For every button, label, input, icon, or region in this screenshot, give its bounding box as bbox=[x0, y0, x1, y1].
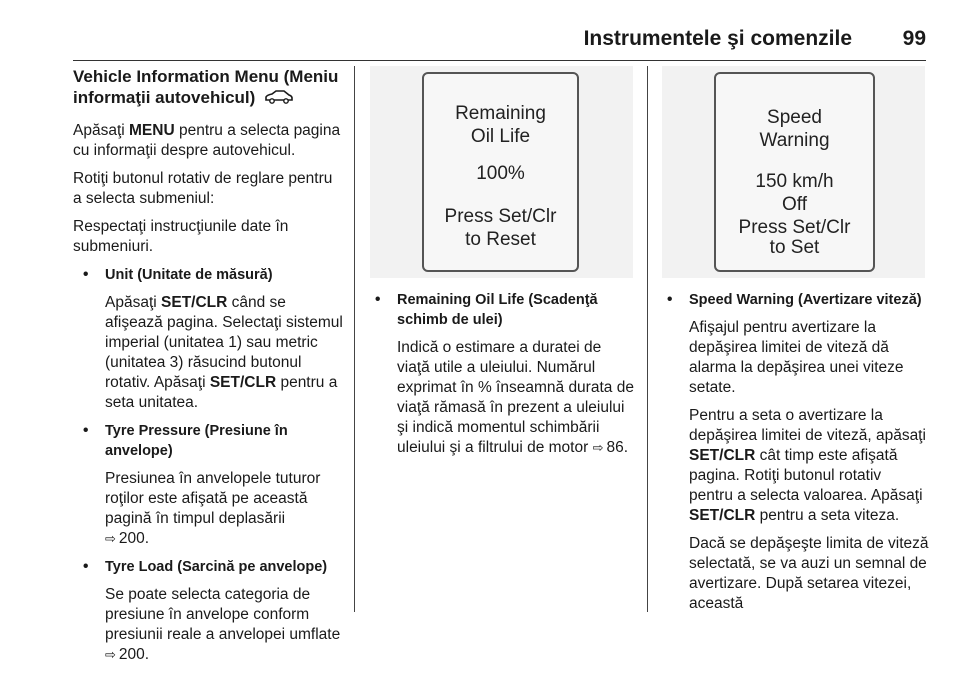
speed-warning-display bbox=[714, 72, 875, 272]
display-line: Warning bbox=[759, 130, 830, 151]
bullet-title: Tyre Load (Sarcină pe anvelope) bbox=[105, 559, 328, 576]
bullet-dot: • bbox=[83, 422, 89, 440]
list-item-speed-warning bbox=[657, 290, 929, 614]
display-line: Speed bbox=[767, 107, 822, 128]
column-oil-life bbox=[365, 290, 635, 466]
bullet-text: Afişajul pentru avertizare la depăşirea limitei de viteză dă alarma la depăşirea unei viteze setate. bbox=[689, 319, 904, 396]
bullet-text: Presiunea în anvelopele tuturor roţilor este afişată pe această pagină în timpul deplasării ⇨ 200. bbox=[105, 470, 321, 548]
bullet-text: Se poate selecta categoria de presiune în anvelope conform presiunii reale a anvelopei umflate ⇨ 200. bbox=[105, 586, 341, 664]
page-ref-icon: ⇨ bbox=[592, 440, 604, 455]
paragraph-instructions: Respectaţi instrucţiunile date în submeniuri. bbox=[73, 218, 289, 256]
bullet-text: Dacă se depăşeşte limita de viteză selectată, se va auzi un semnal de avertizare. După setarea vitezei, această bbox=[689, 535, 929, 612]
header-rule bbox=[73, 60, 926, 61]
bullet-text: Indică o estimare a duratei de viaţă utile a uleiului. Numărul exprimat în % înseamnă durata de viaţă rămasă în prezent a uleiului şi indică momentul schimbării uleiului şi a filtrului de motor ⇨ 86. bbox=[397, 339, 634, 456]
page-ref-link[interactable]: 86. bbox=[606, 439, 629, 456]
list-item-oil-life bbox=[365, 290, 635, 458]
list-item-tyre-pressure bbox=[73, 421, 345, 549]
bullet-title: Tyre Pressure (Presiune în anvelope) bbox=[105, 423, 288, 460]
display-line: Press Set/Clr bbox=[738, 217, 851, 238]
page-ref-link[interactable]: 200. bbox=[118, 646, 150, 664]
column-divider-2 bbox=[647, 66, 648, 612]
column-speed-warning bbox=[657, 290, 929, 622]
section-title bbox=[73, 66, 345, 109]
bullet-text: Apăsaţi SET/CLR când se afişează pagina. Selectaţi sistemul imperial (unitatea 1) sau metric (unitatea 3) răsucind butonul rotativ. Apăsaţi SET/CLR pentru a seta unitatea. bbox=[105, 294, 343, 412]
oil-life-display-figure bbox=[370, 66, 633, 278]
page-ref-icon: ⇨ bbox=[105, 647, 116, 663]
car-icon bbox=[264, 88, 294, 109]
display-line: Off bbox=[782, 194, 807, 215]
column-divider-1 bbox=[354, 66, 355, 612]
list-item-unit bbox=[73, 265, 345, 413]
section-heading: Instrumentele şi comenzile bbox=[583, 27, 852, 50]
page-ref-icon: ⇨ bbox=[105, 531, 116, 547]
display-line: Oil Life bbox=[470, 126, 531, 147]
column-vehicle-info bbox=[73, 66, 345, 673]
page-number: 99 bbox=[902, 27, 926, 50]
display-line: Press Set/Clr bbox=[444, 206, 557, 227]
display-value: 150 km/h bbox=[755, 171, 834, 192]
list-item-tyre-load bbox=[73, 557, 345, 665]
paragraph-rotate: Rotiţi butonul rotativ de reglare pentru a selecta submeniul: bbox=[73, 170, 333, 208]
bullet-dot: • bbox=[83, 558, 89, 576]
oil-life-display bbox=[422, 72, 579, 272]
bullet-dot: • bbox=[83, 266, 89, 284]
page-header bbox=[0, 0, 960, 64]
bullet-title: Speed Warning (Avertizare viteză) bbox=[689, 292, 922, 308]
display-line: to Set bbox=[769, 237, 820, 258]
bullet-dot: • bbox=[375, 291, 381, 308]
display-value: 100% bbox=[476, 163, 525, 184]
bullet-text: Pentru a seta o avertizare la depăşirea limitei de viteză, apăsaţi SET/CLR cât timp este afişată pagina. Rotiţi butonul rotativ pentru a selecta valoarea. Apăsaţi SET/CLR pentru a seta viteza. bbox=[689, 407, 926, 524]
display-line: to Reset bbox=[465, 229, 536, 250]
speed-warning-display-figure bbox=[662, 66, 925, 278]
paragraph-menu: Apăsaţi MENU pentru a selecta pagina cu informaţii despre autovehicul. bbox=[73, 122, 341, 160]
display-line: Remaining bbox=[455, 103, 546, 124]
bullet-title: Remaining Oil Life (Scadenţă schimb de ulei) bbox=[397, 292, 598, 328]
bullet-title: Unit (Unitate de măsură) bbox=[105, 267, 273, 284]
bullet-dot: • bbox=[667, 291, 673, 308]
page-ref-link[interactable]: 200. bbox=[118, 530, 150, 548]
section-title-text: Vehicle Information Menu (Meniu informaţii autovehicul) bbox=[73, 67, 339, 107]
